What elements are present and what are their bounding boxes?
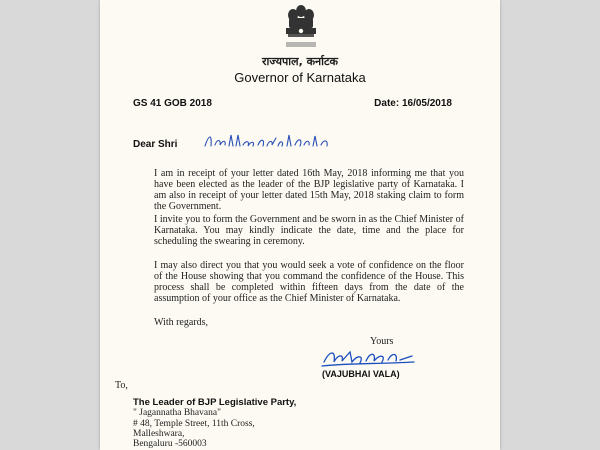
paragraph-1: I am in receipt of your letter dated 16th May, 2018 informing me that you have been elected as the leader of the BJP legislative party of Karnataka. I am also in receipt of your letter dated 15th May, 2018 staking claim to form the Government.: [154, 168, 464, 212]
letter-date: Date: 16/05/2018: [374, 98, 452, 109]
closing-yours: Yours: [370, 336, 394, 347]
recipient-line-3: # 48, Temple Street, 11th Cross,: [133, 419, 255, 429]
handwritten-name: [203, 132, 335, 152]
letter-page: [100, 0, 500, 450]
recipient-to: To,: [115, 380, 128, 391]
paragraph-3: I may also direct you that you would seek a vote of confidence on the floor of the House showing that you command the confidence of the House. This process shall be completed within fifteen days from the date of the assumption of your office as the Chief Minister of Karnataka.: [154, 260, 464, 304]
letterhead-title-english: Governor of Karnataka: [234, 70, 366, 85]
signatory-name: (VAJUBHAI VALA): [322, 369, 400, 379]
signature: [320, 346, 416, 370]
salutation: Dear Shri: [133, 139, 178, 150]
recipient-line-5: Bengaluru -560003: [133, 439, 207, 449]
closing-regards: With regards,: [154, 317, 209, 328]
paragraph-2: I invite you to form the Government and be sworn in as the Chief Minister of Karnataka. You may kindly indicate the date, time and the place for scheduling the swearing in ceremony.: [154, 214, 464, 247]
reference-number: GS 41 GOB 2018: [133, 98, 212, 109]
letterhead-title-hindi: राज्यपाल, कर्नाटक: [262, 55, 338, 68]
state-emblem-icon: [280, 2, 322, 50]
recipient-line-4: Malleshwara,: [133, 429, 185, 439]
recipient-line-2: " Jagannatha Bhavana": [133, 408, 221, 418]
recipient-line-1: The Leader of BJP Legislative Party,: [133, 397, 297, 408]
